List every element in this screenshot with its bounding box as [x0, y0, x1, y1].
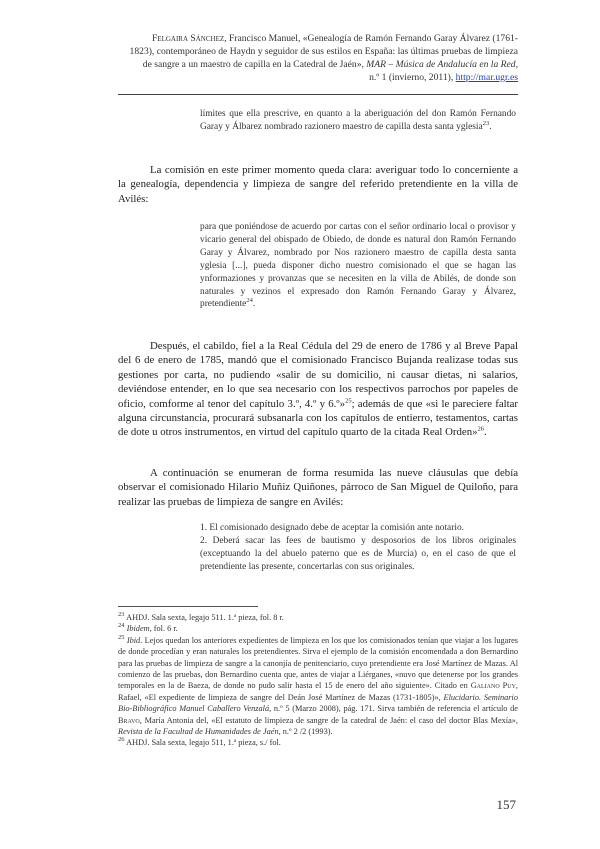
header-author: Felgaira Sánchez [151, 33, 225, 44]
quote2-text: para que poniéndose de acuerdo por cartas con el señor ordinario local o provisor y vicario general del obispado de Obiedo, de donde es natural don Ramón Fernando Garay y Álvarez, nombrado por Nos razionero maestro de capilla desta santa yglesia [...], pueda disponer dicho nuestro comisionado el que se hagan las ynformaziones y provanzas que se necesiten en la villa de Abilés, de donde son naturales y vezinos el expresado don Ramón Fernando Garay y Álvarez, pretendiente [200, 222, 516, 310]
footnote-26 [118, 737, 518, 748]
footnote-25-author1: Galiano Puy [470, 681, 516, 691]
header-issue: n.º 1 (invierno, 2011), [369, 72, 456, 83]
footnote-25-journal2: Revista de la Facultad de Humanidades de Jaén [118, 727, 279, 737]
footnote-25-text3: , n.º 5 (Marzo 2008), pág. 171. Sirva también de referencia el artículo de [269, 704, 518, 714]
footnote-25-author2: Bravo [118, 715, 140, 725]
running-header [118, 32, 518, 84]
footnotes [118, 612, 518, 749]
footnote-24-ibidem: Ibidem [126, 624, 150, 634]
footnote-25-text5: , n.º 2 /2 (1993). [278, 727, 333, 737]
page-number: 157 [496, 797, 516, 812]
footnote-25 [118, 635, 518, 738]
footnote-26-text: AHDJ. Sala sexta, legajo 511, 1.ª pieza, s./ fol. [126, 738, 281, 748]
header-comma: , [515, 59, 518, 70]
footnote-divider [118, 606, 258, 607]
footnote-ref-24[interactable]: 24 [246, 297, 253, 305]
paragraph-3: A continuación se enumeran de forma resumida las nueve cláusulas que debía observar el comisionado Hilario Muñiz Quiñones, párroco de San Miguel de Quiloño, para realizar las pruebas de limpieza de sangre en Avilés: [118, 467, 518, 508]
quote1-text: límites que ella prescrive, en quanto a la aberiguación del don Ramón Fernando Garay y Álbarez nombrado razionero maestro de capilla desta santa yglesia [200, 109, 516, 132]
header-line3: de sangre a un maestro de capilla en la Catedral de Jaén», [142, 59, 367, 70]
footnote-ref-25[interactable]: 25 [345, 397, 352, 405]
footnote-23-num: 23 [118, 611, 125, 619]
quote2-end: . [252, 299, 256, 310]
header-divider [118, 94, 518, 95]
list-item: 2. Deberá sacar las fees de bautismo y desposorios de los libros originales (exceptuando la del abuelo paterno que es de Murcia) o, en el caso de que el pretendiente las presente, concertarlas con sus originales. [200, 535, 516, 572]
footnote-23-text: AHDJ. Sala sexta, legajo 511. 1.ª pieza, fol. 8 r. [126, 613, 284, 622]
paragraph-1: La comisión en este primer momento queda clara: averiguar todo lo concerniente a la genealogía, dependencia y limpieza de sangre del referido pretendiente en la villa de Avilés: [118, 164, 518, 205]
header-journal: MAR – Música de Andalucía en la Red [366, 59, 516, 70]
paragraph-2 [118, 339, 518, 440]
footnote-ref-26[interactable]: 26 [477, 425, 484, 433]
footnote-25-text2: , Rafael, «El expediente de limpieza de sangre del Deán José Martínez de Mazas (1731-1805)», [118, 681, 518, 702]
footnote-25-num: 25 [118, 634, 125, 642]
block-quote-1 [200, 108, 516, 134]
footnote-24-text: , fol. 6 r. [149, 624, 178, 634]
para2-text-b: ; además de que «si le pareciere faltar alguna circunstancia, procurará subsanarla con los capítulos de entierro, testamentos, cartas de dote u otros instrumentos, en virtud del capítulo quarto de la citada Real Orden» [118, 397, 519, 439]
para2-text-a: Después, el cabildo, fiel a la Real Cédula del 29 de enero de 1786 y al Breve Papal del 6 de enero de 1785, mandó que el comisionado Francisco Bujanda realizase todas sus gestiones por carta, no pudiendo «salir de su domicilio, ni causar dietas, ni salarios, deviéndose entender, en lo que sea necesario con los respectivos parrochos por papeles de oficio, comforme al tenor del capítulo 3.º, 4.º y 6.º» [118, 340, 518, 410]
header-link[interactable]: http://mar.ugr.es [455, 72, 518, 83]
para2-text-c: . [484, 426, 487, 439]
block-quote-2 [200, 221, 516, 311]
header-line2: 1823), contemporáneo de Haydn y seguidor de sus estilos en España: las últimas pruebas de limpieza [129, 46, 518, 57]
footnote-23 [118, 612, 518, 623]
footnote-25-ibid: Ibid. [126, 635, 143, 645]
quote1-end: . [489, 121, 492, 132]
footnote-24-num: 24 [118, 622, 125, 630]
footnote-ref-23[interactable]: 23 [482, 119, 490, 127]
list-item: 1. El comisionado designado debe de aceptar la comisión ante notario. [200, 523, 464, 533]
footnote-25-text4: , María Antonia del, «El estatuto de limpieza de sangre de la catedral de Jaén: el caso del doctor Blas Mexía», [139, 715, 518, 725]
numbered-list [200, 522, 516, 574]
footnote-25-journal1: Elucidario. Seminario Bio-Bibliográfico Manuel Caballero Venzalá [118, 692, 518, 714]
footnote-25-text1: Lejos quedan los anteriores expedientes de limpieza en los que los comisionados tenían que viajar a los lugares de donde procedían y eran naturales los pretendientes. Sirva el ejemplo de la comisión encomendada a don Bernardino para las pruebas de limpieza de sangre a la canonjía de penitenciario, cuyo pretendiente era José Martínez de Mazas. Al comienzo de las pruebas, don Bernardino cuenta que, antes de viajar a Liérganes, «nuvo que detenerse por los grandes temporales en la de Baeza, de donde no pudo salir hasta el 15 de enero del año siguiente». Citado en [118, 635, 518, 691]
header-line1: , Francisco Manuel, «Genealogía de Ramón Fernando Garay Álvarez (1761- [224, 33, 518, 44]
footnote-24 [118, 623, 518, 634]
footnote-26-num: 26 [118, 736, 125, 744]
